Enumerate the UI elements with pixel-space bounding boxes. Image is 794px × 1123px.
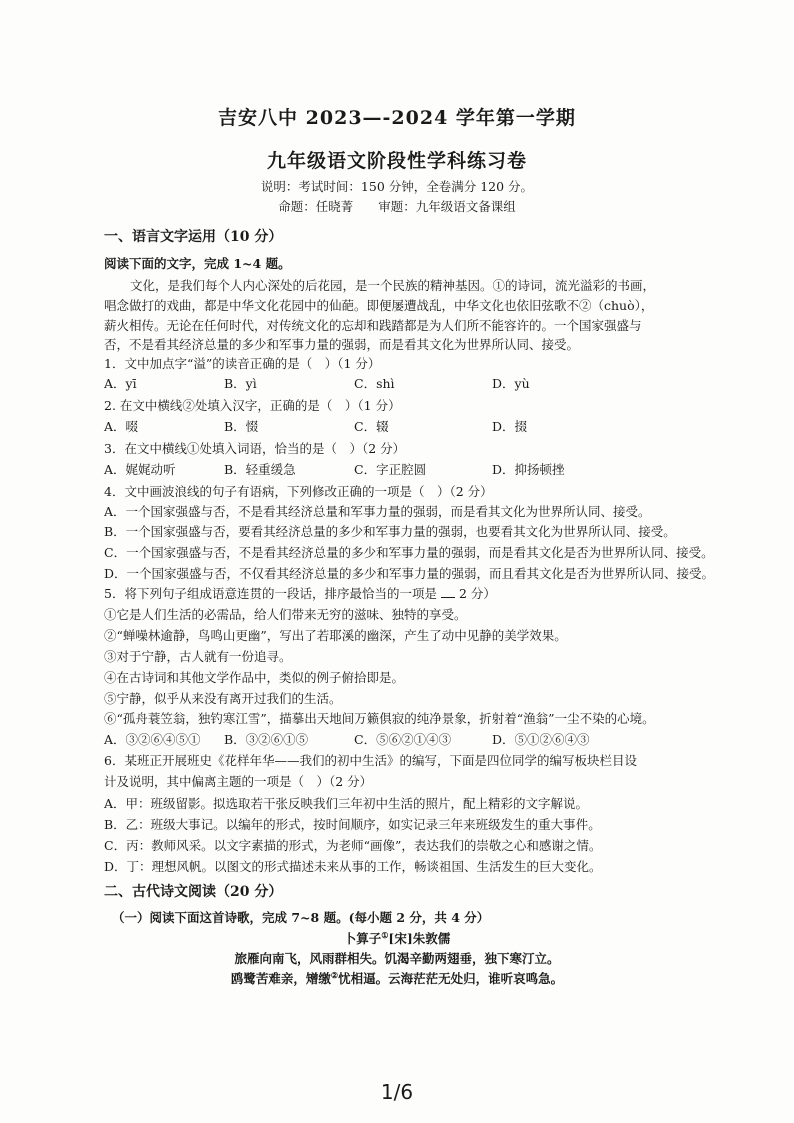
passage-line: 薪火相传。无论在任何时代，对传统文化的忘却和践踏都是为人们所不能容许的。一个国家强盛与 bbox=[104, 318, 642, 333]
sentence-item: ④在古诗词和其他文学作品中，类似的例子俯拾即是。 bbox=[104, 670, 405, 685]
option-a[interactable]: A．啜 bbox=[104, 419, 139, 434]
question-5-stem-text: 5．将下列句子组成语意连贯的一段话，排序最恰当的一项是 bbox=[104, 586, 437, 601]
sentence-item: ⑥“孤舟蓑笠翁，独钓寒江雪”，描摹出天地间万籁俱寂的纯净景象，折射着“渔翁”一尘不染的心境。 bbox=[104, 711, 655, 726]
question-6-stem-cont: 计及说明，其中偏离主题的一项是（ ）（2 分） bbox=[104, 774, 373, 789]
option-a[interactable]: A．甲：班级留影。拟选取若干张反映我们三年初中生活的照片，配上精彩的文字解说。 bbox=[104, 796, 589, 811]
sentence-item: ③对于宁静，古人就有一份追寻。 bbox=[104, 649, 292, 664]
exam-instructions: 说明：考试时间：150 分钟，全卷满分 120 分。 bbox=[260, 179, 534, 194]
passage-line: 否，不是看其经济总量的多少和军事力量的强弱，而是看其文化为世界所认同、接受。 bbox=[104, 337, 580, 352]
option-b[interactable]: B．yì bbox=[224, 376, 257, 391]
question-6-stem: 6．某班正开展班史《花样年华——我们的初中生活》的编写，下面是四位同学的编写板块栏目设 bbox=[104, 753, 637, 768]
option-a[interactable]: A．娓娓动听 bbox=[104, 462, 176, 477]
poem-line bbox=[0, 969, 794, 987]
footnote-marker: ② bbox=[330, 969, 339, 980]
option-d[interactable]: D．一个国家强盛与否，不仅看其经济总量的多少和军事力量的强弱，而且看其文化是否为世界所认同、接受。 bbox=[104, 566, 715, 581]
poem-line-part: 忧相逼。云海茫茫无处归，谁听哀鸣急。 bbox=[338, 971, 564, 986]
option-a[interactable]: A．③②⑥④⑤① bbox=[104, 732, 201, 747]
option-b[interactable]: B．轻重缓急 bbox=[224, 462, 296, 477]
option-a[interactable]: A．一个国家强盛与否，不是看其经济总量和军事力量的强弱，而是看其文化为世界所认同、接受。 bbox=[104, 504, 651, 519]
option-c[interactable]: C．一个国家强盛与否，不是看其经济总量的多少和军事力量的强弱，而是看其文化是否为世界所认同、接受。 bbox=[104, 545, 714, 560]
option-d[interactable]: D．抑扬顿挫 bbox=[492, 462, 565, 477]
question-5-score: 2 分） bbox=[458, 586, 496, 601]
option-c[interactable]: C．⑤⑥②①④③ bbox=[354, 732, 452, 747]
section-1-heading: 一、语言文字运用（10 分） bbox=[104, 229, 283, 245]
question-5-stem bbox=[104, 584, 496, 602]
footnote-marker: ① bbox=[381, 929, 389, 940]
poem-title-text: 卜算子 bbox=[343, 931, 382, 946]
section-2-heading: 二、古代诗文阅读（20 分） bbox=[104, 884, 283, 900]
exam-authors: 命题：任晓菁 审题：九年级语文备课组 bbox=[278, 199, 516, 214]
poem-line: 旅雁向南飞，风雨群相失。饥渴辛勤两翅垂，独下寒汀立。 bbox=[234, 951, 560, 966]
exam-subtitle: 九年级语文阶段性学科练习卷 bbox=[266, 150, 527, 172]
sentence-item: ①它是人们生活的必需品，给人们带来无穷的滋味、独特的享受。 bbox=[104, 607, 467, 622]
poem-author: [宋]朱敦儒 bbox=[388, 931, 451, 946]
option-b[interactable]: B．惙 bbox=[224, 419, 259, 434]
option-b[interactable]: B．③②⑥①⑤ bbox=[224, 732, 309, 747]
exam-title: 吉安八中 2023—-2024 学年第一学期 bbox=[218, 107, 576, 129]
question-2-stem: 2. 在文中横线②处填入汉字，正确的是（ ）（1 分） bbox=[104, 398, 401, 413]
option-d[interactable]: D．yù bbox=[492, 376, 530, 391]
option-b[interactable]: B．乙：班级大事记。以编年的形式，按时间顺序，如实记录三年来班级发生的重大事件。 bbox=[104, 817, 601, 832]
option-d[interactable]: D．掇 bbox=[492, 419, 528, 434]
question-4-stem: 4．文中画波浪线的句子有语病，下列修改正确的一项是（ ）（2 分） bbox=[104, 484, 493, 499]
option-c[interactable]: C．shì bbox=[354, 376, 395, 391]
poem-instructions: （一）阅读下面这首诗歌，完成 7~8 题。(每小题 2 分，共 4 分） bbox=[112, 910, 490, 925]
poem-title bbox=[0, 929, 794, 947]
passage-line: 文化，是我们每个人内心深处的后花园，是一个民族的精神基因。①的诗词，流光溢彩的书画， bbox=[130, 278, 656, 293]
option-c[interactable]: C．辍 bbox=[354, 419, 389, 434]
sentence-item: ⑤宁静，似乎从来没有离开过我们的生活。 bbox=[104, 691, 342, 706]
page-number: 1/6 bbox=[380, 1080, 414, 1104]
reading-intro: 阅读下面的文字，完成 1~4 题。 bbox=[104, 256, 291, 271]
option-c[interactable]: C．丙：教师风采。以文字素描的形式，为老师“画像”，表达我们的崇敬之心和感谢之情。 bbox=[104, 838, 602, 853]
option-d[interactable]: D．⑤①②⑥④③ bbox=[492, 732, 590, 747]
passage-line: 唱念做打的戏曲，都是中华文化花园中的仙葩。即便屡遭战乱，中华文化也依旧弦歌不②（chuò）， bbox=[104, 298, 654, 313]
option-a[interactable]: A．yī bbox=[104, 376, 137, 391]
sentence-item: ②“蝉噪林逾静，鸟鸣山更幽”，写出了若耶溪的幽深，产生了动中见静的美学效果。 bbox=[104, 628, 567, 643]
answer-blank[interactable] bbox=[441, 597, 455, 598]
option-b[interactable]: B．一个国家强盛与否，要看其经济总量的多少和军事力量的强弱，也要看其文化为世界所认同、接受。 bbox=[104, 524, 676, 539]
poem-line-part: 鸥鹭苦难亲，矰缴 bbox=[230, 971, 331, 986]
question-3-stem: 3．在文中横线①处填入词语，恰当的是（ ）（2 分） bbox=[104, 441, 406, 456]
question-1-stem: 1．文中加点字“溢”的读音正确的是（ ）（1 分） bbox=[104, 356, 381, 371]
option-d[interactable]: D．丁：理想风帆。以图文的形式描述未来从事的工作，畅谈祖国、生活发生的巨大变化。 bbox=[104, 859, 602, 874]
option-c[interactable]: C．字正腔圆 bbox=[354, 462, 427, 477]
